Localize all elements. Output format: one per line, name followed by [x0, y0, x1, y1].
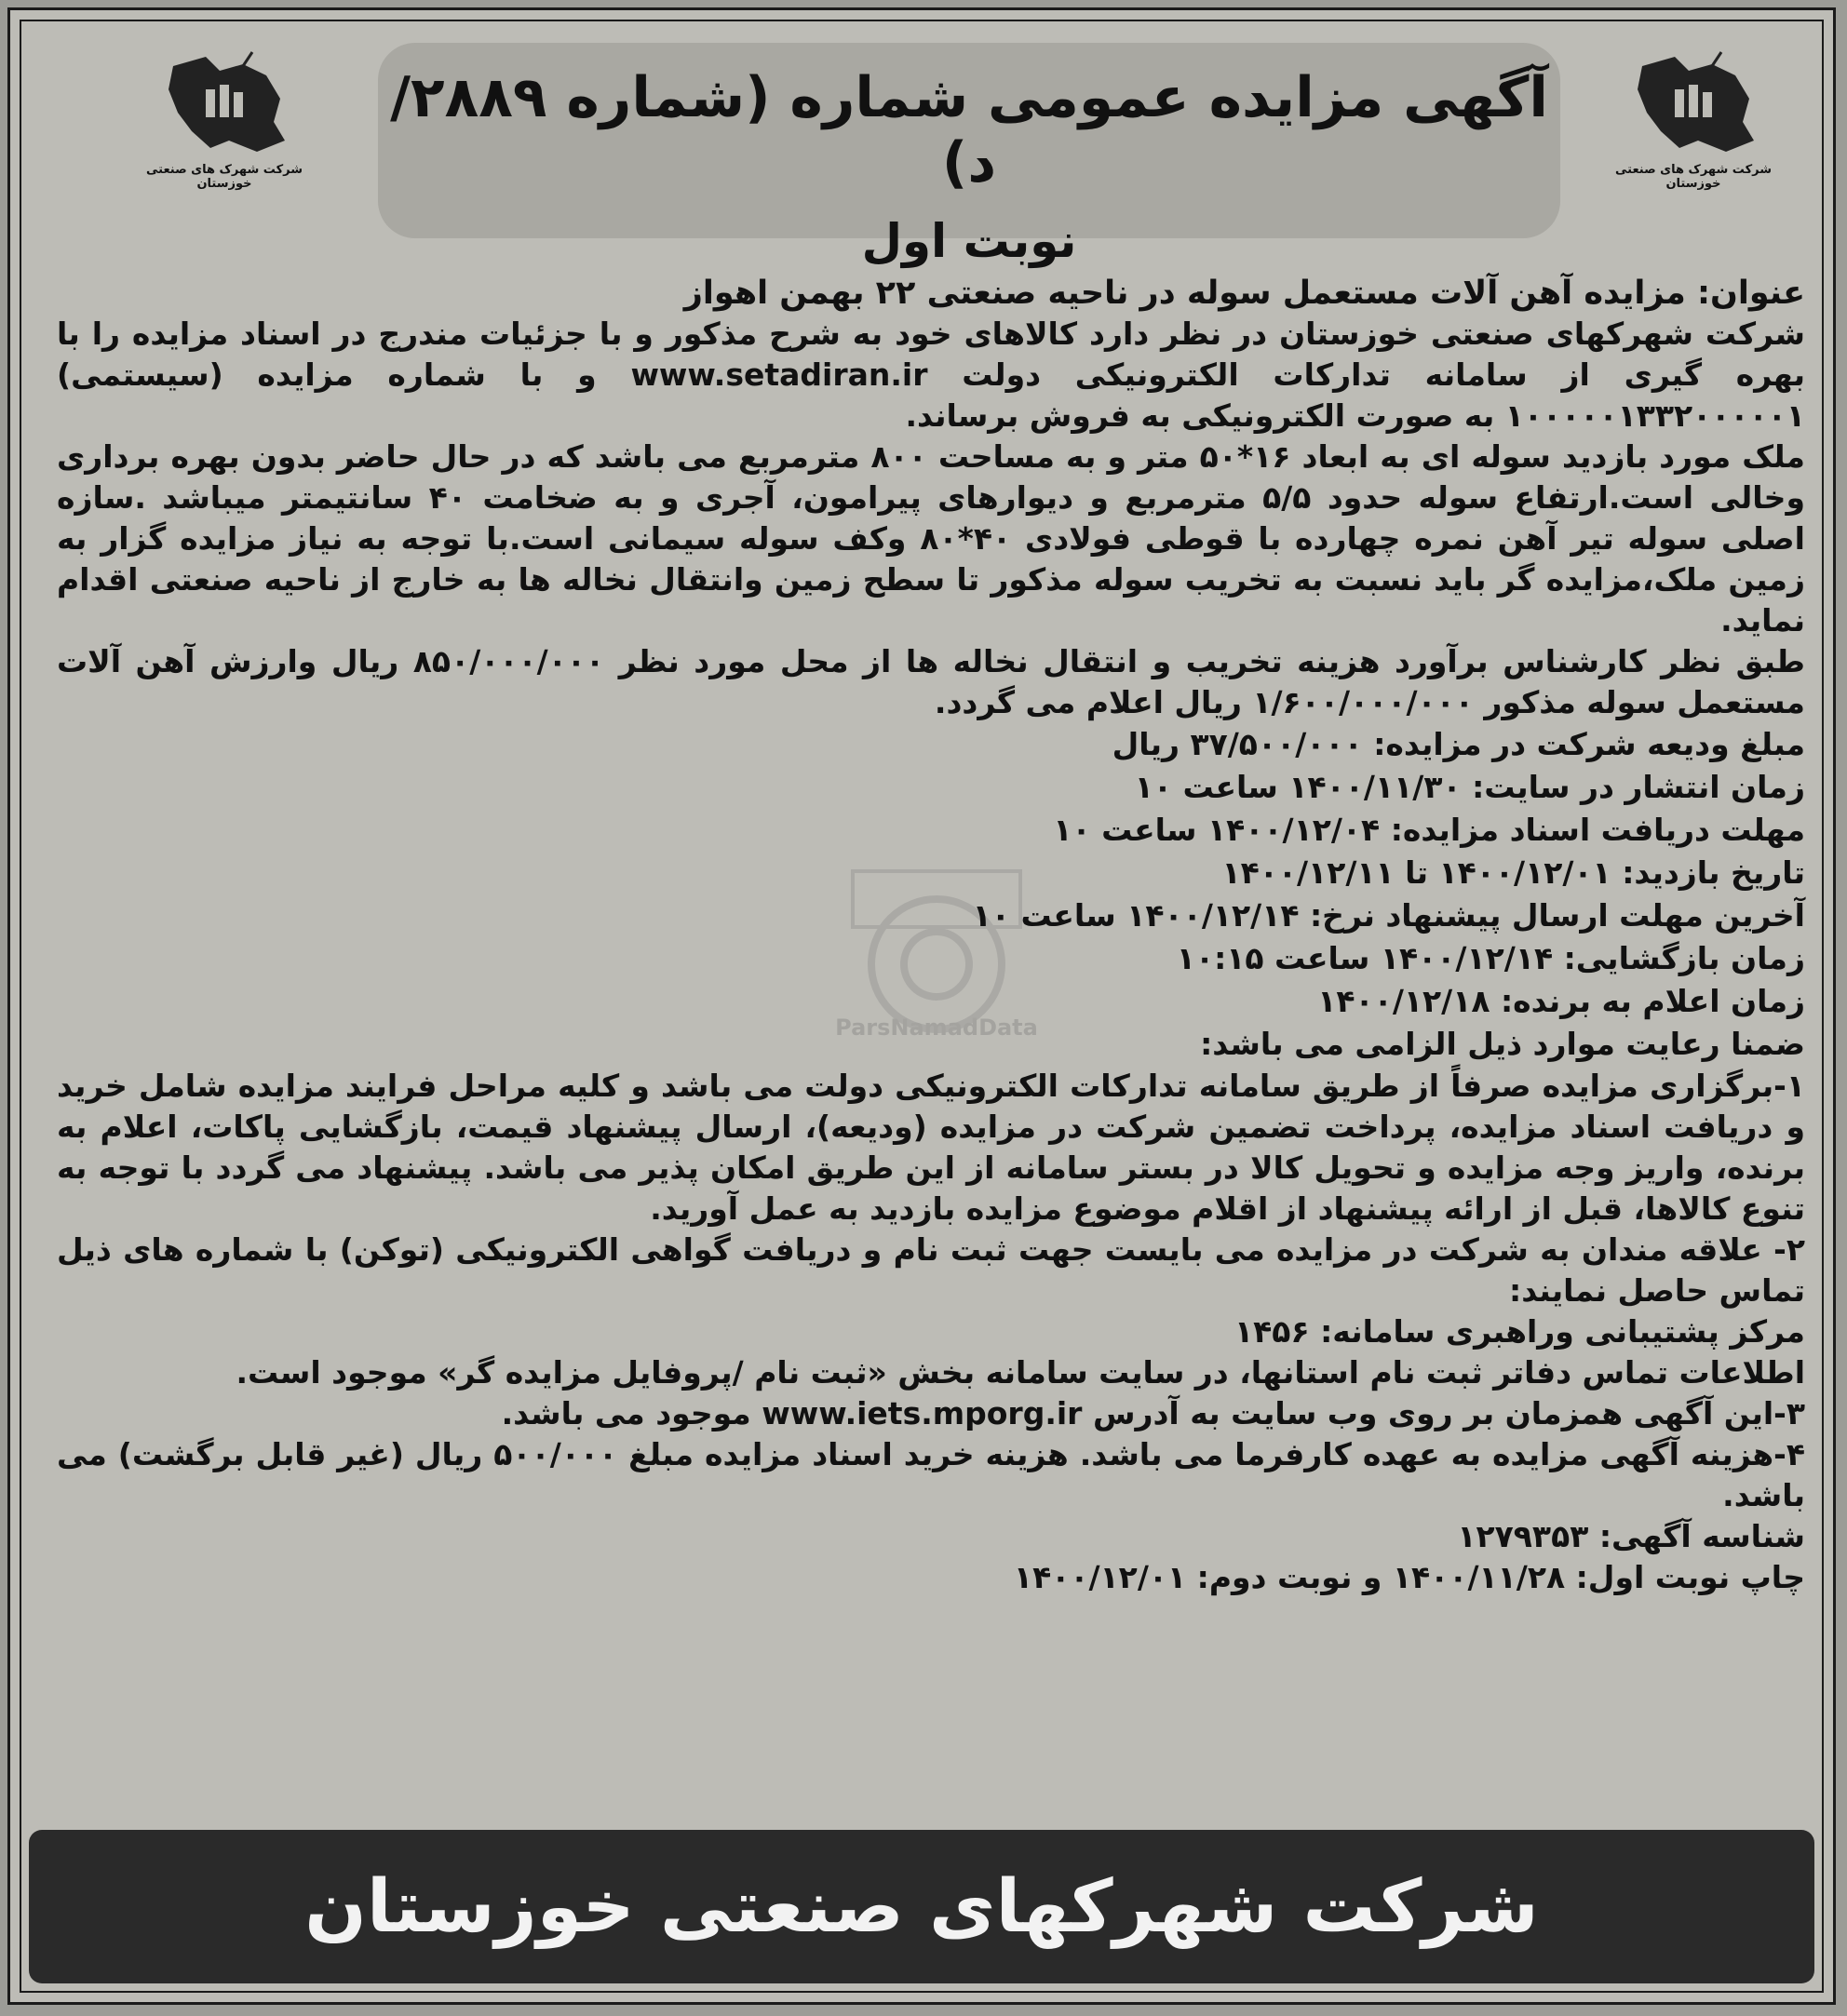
logo-caption-right: شرکت شهرک های صنعتی خوزستان [1614, 163, 1772, 191]
title-box [378, 43, 1560, 268]
detail-winner-announcement: زمان اعلام به برنده: ۱۴۰۰/۱۲/۱۸ [1317, 983, 1805, 1019]
iran-map-logo-icon [155, 47, 294, 159]
ad-id: شناسه آگهی: ۱۲۷۹۳۵۳ [1457, 1518, 1805, 1554]
ad-valuation: طبق نظر کارشناس برآورد هزینه تخریب و انتقال نخاله ها از محل مورد نظر ۸۵۰/۰۰۰/۰۰۰ ریال وارزش آهن آلات مستعمل سوله مذکور ۱/۶۰۰/۰۰۰/۰۰۰ ریال اعلام می گردد. [57, 643, 1805, 720]
footer-banner [29, 1830, 1814, 1983]
page-title: آگهی مزایده عمومی شماره (شماره ۲۸۸۹/د) [390, 65, 1548, 195]
detail-document-deadline: مهلت دریافت اسناد مزایده: ۱۴۰۰/۱۲/۰۴ ساعت ۱۰ [1053, 812, 1805, 848]
detail-offer-deadline: آخرین مهلت ارسال پیشنهاد نرخ: ۱۴۰۰/۱۲/۱۴ ساعت ۱۰ [972, 897, 1805, 934]
ad-intro: شرکت شهرکهای صنعتی خوزستان در نظر دارد کالاهای خود به شرح مذکور و با جزئیات مندرج در اسناد مزایده را با بهره گیری از سامانه تدارکات الکترونیکی دولت www.setadiran.ir و با شماره مزایده (سیستمی) ۱۰۰۰۰۰۱۳۳۲۰۰۰۰۰۱ به صورت الکترونیکی به فروش برساند. [57, 316, 1805, 434]
page-subtitle: نوبت اول [861, 214, 1077, 268]
ad-item-3: ۳-این آگهی همزمان بر روی وب سایت به آدرس www.iets.mporg.ir موجود می باشد. [501, 1395, 1805, 1431]
company-logo-right [1591, 47, 1796, 215]
ad-item-1: ۱-برگزاری مزایده صرفاً از طریق سامانه تدارکات الکترونیکی دولت می باشد و کلیه مراحل فرایند مزایده شامل خرید و دریافت اسناد مزایده، پرداخت تضمین شرکت در مزایده (ودیعه)، ارسال پیشنهاد قیمت، بازگشایی پاکات، اعلام به برنده، واریز وجه مزایده و تحویل کالا در بستر سامانه از این طریق امکان پذیر می باشد. پیشنهاد می گردد با توجه به تنوع کالاها، قبل از ارائه پیشنهاد از اقلام موضوع مزایده بازدید به عمل آورید. [57, 1068, 1805, 1227]
detail-deposit: مبلغ ودیعه شرکت در مزایده: ۳۷/۵۰۰/۰۰۰ ریال [1112, 726, 1805, 762]
ad-property: ملک مورد بازدید سوله ای به ابعاد ۱۶*۵۰ متر و به مساحت ۸۰۰ مترمربع می باشد که در حال حاضر بدون بهره برداری وخالی است.ارتفاع سوله حدود ۵/۵ مترمربع و دیوارهای پیرامون، آجری و به ضخامت ۴۰ سانتیمتر میباشد .سازه اصلی سوله تیر آهن نمره چهارده با قوطی فولادی ۴۰*۸۰ وکف سوله سیمانی است.با توجه به نیاز مزایده گزار به زمین ملک،مزایده گر باید نسبت به تخریب سوله مذکور تا سطح زمین وانتقال نخاله ها به خارج از ناحیه صنعتی اقدام نماید. [57, 438, 1805, 638]
ad-offices: اطلاعات تماس دفاتر ثبت نام استانها، در سایت سامانه بخش «ثبت نام /پروفایل مزایده گر» موجود است. [236, 1354, 1805, 1391]
ad-content [57, 273, 1805, 1598]
company-logo-left [122, 47, 327, 215]
iran-map-logo-icon [1624, 47, 1763, 159]
detail-opening-time: زمان بازگشایی: ۱۴۰۰/۱۲/۱۴ ساعت ۱۰:۱۵ [1176, 940, 1805, 976]
detail-requirements-heading: ضمنا رعایت موارد ذیل الزامی می باشد: [1200, 1026, 1805, 1062]
detail-publish-time: زمان انتشار در سایت: ۱۴۰۰/۱۱/۳۰ ساعت ۱۰ [1134, 769, 1805, 805]
ad-print-dates: چاپ نوبت اول: ۱۴۰۰/۱۱/۲۸ و نوبت دوم: ۱۴۰۰/۱۲/۰۱ [1013, 1559, 1805, 1595]
watermark-name: ParsNamadData [835, 1015, 1038, 1041]
footer-company-name: شرکت شهرکهای صنعتی خوزستان [304, 1864, 1539, 1949]
ad-support: مرکز پشتیبانی وراهبری سامانه: ۱۴۵۶ [1234, 1313, 1805, 1350]
detail-visit-date: تاریخ بازدید: ۱۴۰۰/۱۲/۰۱ تا ۱۴۰۰/۱۲/۱۱ [1221, 854, 1805, 891]
logo-caption-left: شرکت شهرک های صنعتی خوزستان [145, 163, 303, 191]
ad-subject: عنوان: مزایده آهن آلات مستعمل سوله در ناحیه صنعتی ۲۲ بهمن اهواز [683, 275, 1805, 312]
ad-item-2: ۲- علاقه مندان به شرکت در مزایده می بایست جهت ثبت نام و دریافت گواهی الکترونیکی (توکن) با شماره های ذیل تماس حاصل نمایند: [57, 1231, 1805, 1309]
advertisement-page [7, 7, 1836, 2005]
ad-item-4: ۴-هزینه آگهی مزایده به عهده کارفرما می باشد. هزینه خرید اسناد مزایده مبلغ ۵۰۰/۰۰۰ ریال (غیر قابل برگشت) می باشد. [57, 1436, 1805, 1513]
